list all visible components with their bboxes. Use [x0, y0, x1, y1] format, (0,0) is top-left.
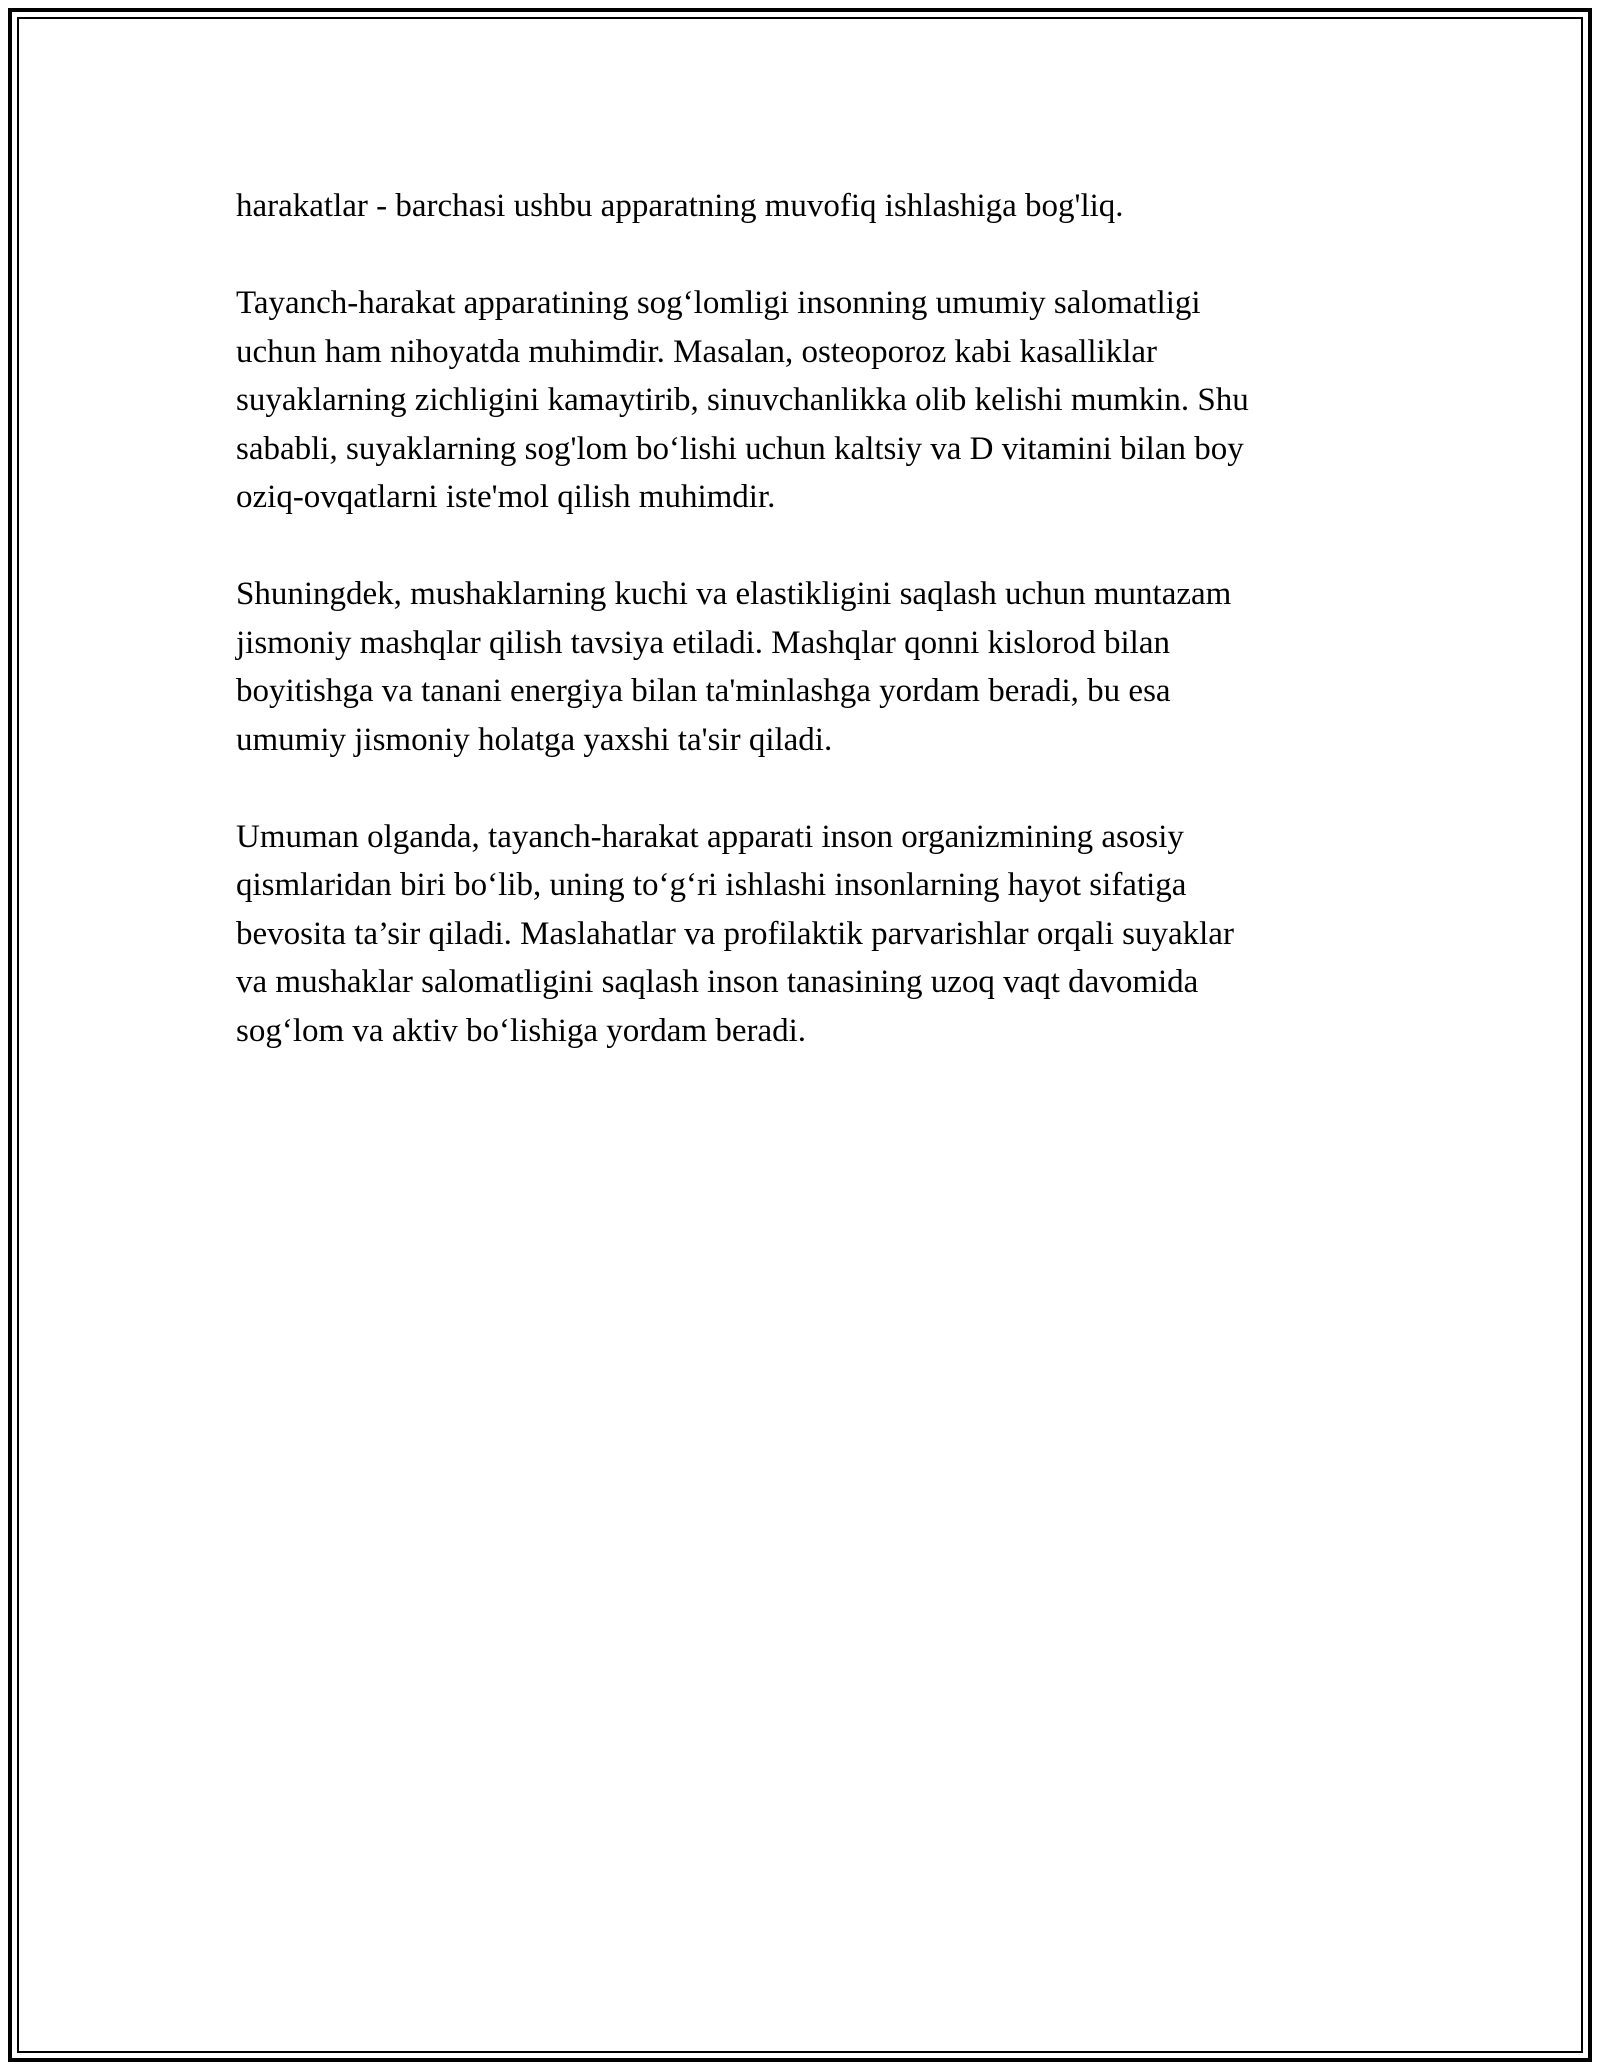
paragraph-3: Shuningdek, mushaklarning kuchi va elastikligini saqlash uchun muntazam jismoniy mashqlar qilish tavsiya etiladi. Mashqlar qonni kislorod bilan boyitishga va tanani energiya bilan ta'minlashga yordam beradi, bu esa umumiy jismoniy holatga yaxshi ta'sir qiladi. [236, 576, 1232, 758]
paragraph-4: Umuman olganda, tayanch-harakat apparati inson organizmining asosiy qismlaridan biri bo‘lib, uning to‘g‘ri ishlashi insonlarning hayot sifatiga bevosita ta’sir qiladi. Maslahatlar va profilaktik parvarishlar orqali suyaklar va mushaklar salomatligini saqlash inson tanasining uzoq vaqt davomida sog‘lom va aktiv bo‘lishiga yordam beradi. [236, 818, 1234, 1049]
paragraph-1: harakatlar - barchasi ushbu apparatning muvofiq ishlashiga bog'liq. [236, 188, 1124, 224]
document-body [236, 182, 1396, 1055]
paragraph-2: Tayanch-harakat apparatining sog‘lomligi insonning umumiy salomatligi uchun ham nihoyatda muhimdir. Masalan, osteoporoz kabi kasalliklar suyaklarning zichligini kamaytirib, sinuvchanlikka olib kelishi mumkin. Shu sababli, suyaklarning sog'lom bo‘lishi uchun kaltsiy va D vitamini bilan boy oziq-ovqatlarni iste'mol qilish muhimdir. [236, 285, 1249, 515]
